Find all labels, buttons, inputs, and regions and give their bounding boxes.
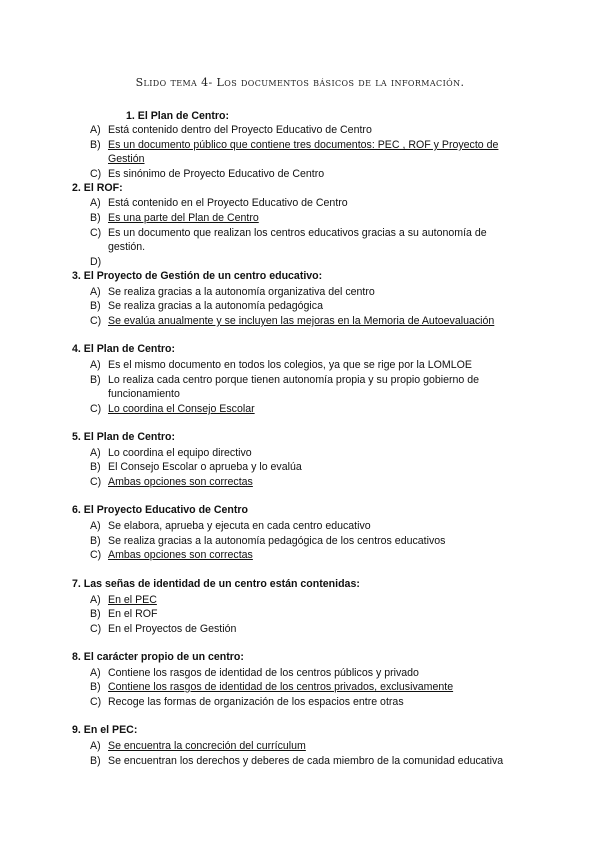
question-7-option-c: C) En el Proyectos de Gestión — [90, 623, 237, 635]
question-4-label: 4. El Plan de Centro: — [72, 343, 176, 355]
question-8-option-a: A) Contiene los rasgos de identidad de los centros públicos y privado — [90, 667, 419, 679]
question-1-option-c: C) Es sinónimo de Proyecto Educativo de Centro — [90, 168, 325, 180]
question-1-option-b-continued: Gestión — [108, 153, 145, 165]
question-5-option-a: A) Lo coordina el equipo directivo — [90, 447, 252, 459]
question-2-option-b: B) Es una parte del Plan de Centro — [90, 212, 259, 224]
question-9-option-a: A) Se encuentra la concreción del currículum — [90, 740, 306, 752]
question-2-option-c-continued: gestión. — [108, 241, 146, 253]
question-3-option-a: A) Se realiza gracias a la autonomía organizativa del centro — [90, 286, 375, 298]
question-1-option-b: B) Es un documento público que contiene tres documentos: PEC , ROF y Proyecto de — [90, 139, 499, 151]
question-1-label: 1. El Plan de Centro: — [126, 110, 230, 122]
question-2-label: 2. El ROF: — [72, 182, 123, 194]
question-6-option-b: B) Se realiza gracias a la autonomía pedagógica de los centros educativos — [90, 535, 446, 547]
question-9-option-b: B) Se encuentran los derechos y deberes de cada miembro de la comunidad educativa — [90, 755, 504, 767]
question-6-label: 6. El Proyecto Educativo de Centro — [72, 504, 249, 516]
question-7-option-b: B) En el ROF — [90, 608, 158, 620]
question-7-label: 7. Las señas de identidad de un centro están contenidas: — [72, 578, 360, 590]
question-6-option-c: C) Ambas opciones son correctas — [90, 549, 253, 561]
question-5-option-c: C) Ambas opciones son correctas — [90, 476, 253, 488]
question-5-label: 5. El Plan de Centro: — [72, 431, 176, 443]
question-6-option-a: A) Se elabora, aprueba y ejecuta en cada centro educativo — [90, 520, 371, 532]
question-8-label: 8. El carácter propio de un centro: — [72, 651, 244, 663]
question-3-option-c: C) Se evalúa anualmente y se incluyen las mejoras en la Memoria de Autoevaluación — [90, 315, 495, 327]
question-3-label: 3. El Proyecto de Gestión de un centro educativo: — [72, 270, 323, 282]
question-5-option-b: B) El Consejo Escolar o aprueba y lo evalúa — [90, 461, 302, 473]
question-8-option-b: B) Contiene los rasgos de identidad de los centros privados, exclusivamente — [90, 681, 454, 693]
question-4-option-c: C) Lo coordina el Consejo Escolar — [90, 403, 255, 415]
question-4-option-b: B) Lo realiza cada centro porque tienen autonomía propia y su propio gobierno de — [90, 374, 480, 386]
question-7-option-a: A) En el PEC — [90, 594, 157, 606]
question-4-option-a: A) Es el mismo documento en todos los colegios, ya que se rige por la LOMLOE — [90, 359, 472, 371]
question-2-option-c: C) Es un documento que realizan los centros educativos gracias a su autonomía de — [90, 227, 487, 239]
question-3-option-b: B) Se realiza gracias a la autonomía pedagógica — [90, 300, 323, 312]
question-2-option-a: A) Está contenido en el Proyecto Educativo de Centro — [90, 197, 348, 209]
question-1-option-a: A) Está contenido dentro del Proyecto Educativo de Centro — [90, 124, 372, 136]
document-title: Slido tema 4- Los documentos básicos de la información. — [135, 76, 465, 89]
question-9-label: 9. En el PEC: — [72, 724, 138, 736]
question-4-option-b-continued: funcionamiento — [108, 388, 180, 400]
question-8-option-c: C) Recoge las formas de organización de los espacios entre otras — [90, 696, 404, 708]
